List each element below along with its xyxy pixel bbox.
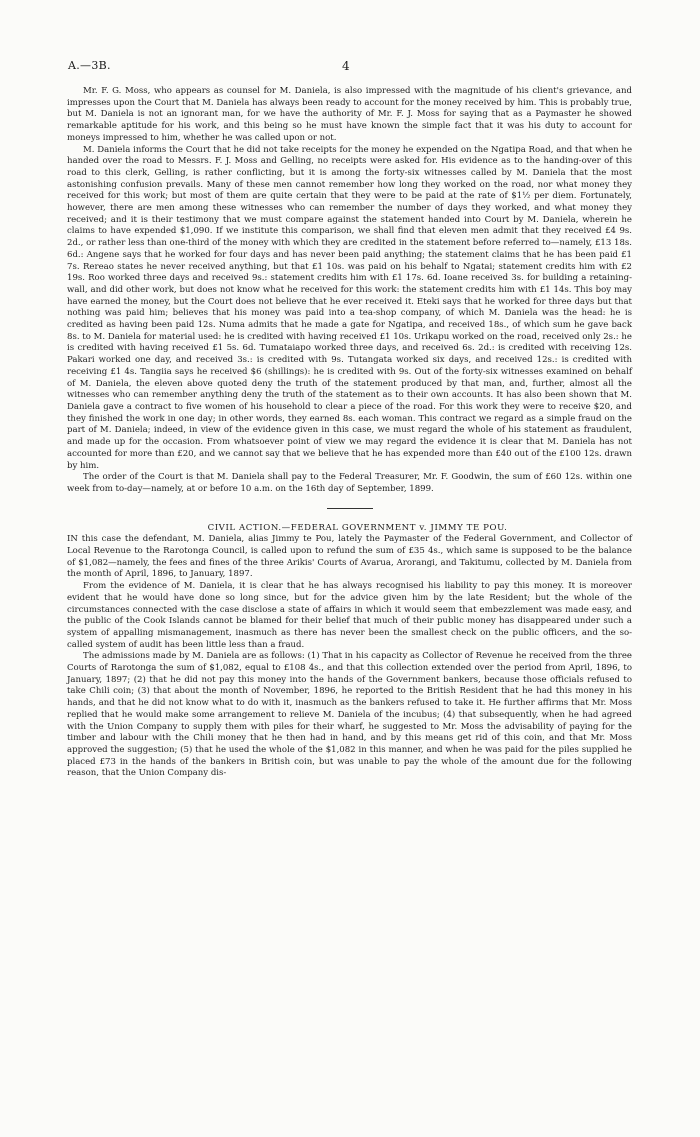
section-heading: CIVIL ACTION.—FEDERAL GOVERNMENT v. JIMMY TE POU. xyxy=(207,522,508,533)
paragraph-counsel: Mr. F. G. Moss, who appears as counsel for M. Daniela, is also impressed with the magnitude of his client's grievance, and impresses upon the Court that M. Daniela has always been ready to account for the money received by him. This is probably true, but M. Daniela is not an ignorant man, for we have the authority of Mr. F. J. Moss for saying that as a Paymaster he showed remarkable aptitude for his work, and this being so he must have known the simple fact that it was his duty to account for moneys impressed to him, whether he was called upon or not. xyxy=(67,86,632,143)
document-body xyxy=(67,86,632,780)
document-reference: A.—3B. xyxy=(68,59,111,72)
page-header xyxy=(68,58,632,74)
section-divider xyxy=(327,508,373,509)
paragraph-liability: From the evidence of M. Daniela, it is clear that he has always recognised his liability to pay this money. It is moreover evident that he would have done so long since, but for the advice given him by the late Resident; but the whole of the circumstances connected with the case disclose a state of affairs in which it would seem that embezzlement was made easy, and the public of the Cook Islands cannot be blamed for their belief that much of their public money has disappeared under such a system of appalling mismanagement, inasmuch as there has never been the smallest check on the public officers, and the so-called system of audit has been little less than a fraud. xyxy=(67,581,632,650)
paragraph-evidence: M. Daniela informs the Court that he did not take receipts for the money he expended on the Ngatipa Road, and that when he handed over the road to Messrs. F. J. Moss and Gelling, no receipts were asked for. His evidence as to the handing-over of this road to this clerk, Gelling, is rather conflicting, but it is among the forty-six witnesses called by M. Daniela that the most astonishing confusion prevails. Many of these men cannot remember how long they worked on the road, nor what money they received for this work; but most of them are quite certain that they were to be paid at the rate of $1½ per diem. Fortunately, however, there are men among these witnesses who can remember the number of days they worked, and what money they received; and it is their testimony that we must compare against the statement handed into Court by M. Daniela, wherein he claims to have expended $1,090. If we institute this comparison, we shall find that eleven men admit that they received £4 9s. 2d., or rather less than one-third of the money with which they are credited in the statement before referred to—namely, £13 18s. 6d.: Angene says that he worked for four days and has never been paid anything; the statement claims that he has been paid £1 7s. Rereao states he never received anything, but that £1 10s. was paid on his behalf to Ngatai; statement credits him with £2 19s. Roo worked three days and received 9s.: statement credits him with £1 17s. 6d. Ioane received 3s. for building a retaining-wall, and did other work, but does not know what he received for this work: the statement credits him with £1 14s. This boy may have earned the money, but the Court does not believe that he ever received it. Eteki says that he worked for three days but that nothing was paid him; believes that his money was paid into a tea-shop company, of which M. Daniela was the head: he is credited as having been paid 12s. Numa admits that he made a gate for Ngatipa, and received 18s., of which sum he gave back 8s. to M. Daniela for material used: he is credited with having received £1 10s. Urikapu worked on the road, received only 2s.: he is credited with having received £1 5s. 6d. Tumataiapo worked three days, and received 6s. 2d.: is credited with receiving 12s. Pakari worked one day, and received 3s.: is credited with 9s. Tutangata worked six days, and received 12s.: is credited with receiving £1 4s. Tangiia says he received $6 (shillings): he is credited with 9s. Out of the forty-six witnesses examined on behalf of M. Daniela, the eleven above quoted deny the truth of the statement produced by that man, and, further, almost all the witnesses who can remember anything deny the truth of the statement as to their own accounts. It has also been shown that M. Daniela gave a contract to five women of his household to clear a piece of the road. For this work they were to receive $20, and they finished the work in one day; in other words, they earned 8s. each woman. This contract we regard as a simple fraud on the part of M. Daniela; indeed, in view of the evidence given in this case, we must regard the whole of his statement as fraudulent, and made up for the occasion. From whatsoever point of view we may regard the evidence it is clear that M. Daniela has not accounted for more than £20, and we cannot say that we believe that he has expended more than £40 out of the £100 12s. drawn by him. xyxy=(67,144,632,471)
paragraph-admissions: The admissions made by M. Daniela are as follows: (1) That in his capacity as Collector of Revenue he received from the three Courts of Rarotonga the sum of $1,082, equal to £108 4s., and that this collection extended over the period from April, 1896, to January, 1897; (2) that he did not pay this money into the hands of the Government bankers, because those officials refused to take Chili coin; (3) that about the month of November, 1896, he reported to the British Resident that he had this money in his hands, and that he did not know what to do with it, inasmuch as the bankers refused to take it. He further affirms that Mr. Moss replied that he would make some arrangement to relieve M. Daniela of the incubus; (4) that subsequently, when he had agreed with the Union Company to supply them with piles for their wharf, he suggested to Mr. Moss the advisability of paying for the timber and labour with the Chili money that he then had in hand, and by this means get rid of this coin, and that Mr. Moss approved the suggestion; (5) that he used the whole of the $1,082 in this manner, and when he was paid for the piles supplied he placed £73 in the hands of the bankers in British coin, but was unable to pay the whole of the amount due for the following reason, that the Union Company dis- xyxy=(67,651,632,779)
page-number: 4 xyxy=(342,59,350,73)
paragraph-court-order: The order of the Court is that M. Daniela shall pay to the Federal Treasurer, Mr. F. Goodwin, the sum of £60 12s. within one week from to-day—namely, at or before 10 a.m. on the 16th day of September, 1899. xyxy=(67,472,632,494)
paragraph-case-intro: IN this case the defendant, M. Daniela, alias Jimmy te Pou, lately the Paymaster of the Federal Government, and Collector of Local Revenue to the Rarotonga Council, is called upon to refund the sum of £35 4s., which same is supposed to be the balance of $1,082—namely, the fees and fines of the three Arikis' Courts of Avarua, Arorangi, and Takitumu, collected by M. Daniela from the month of April, 1896, to January, 1897. xyxy=(67,534,632,580)
